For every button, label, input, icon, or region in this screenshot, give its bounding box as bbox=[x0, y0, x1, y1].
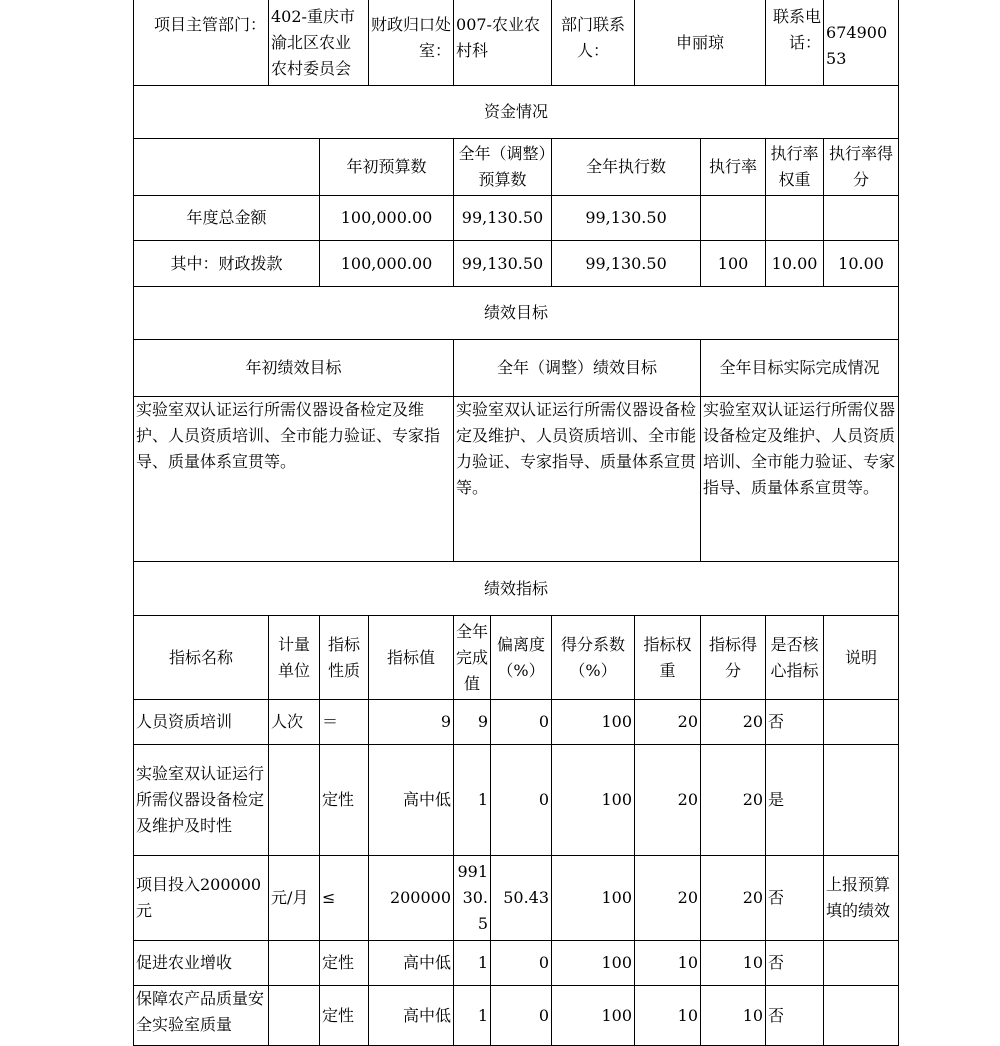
ind-core: 否 bbox=[766, 700, 824, 745]
indicators-section-row bbox=[134, 562, 899, 616]
goals-row bbox=[134, 397, 899, 562]
funds-cell: 其中：财政拨款 bbox=[134, 241, 320, 287]
funds-row-total bbox=[134, 196, 899, 241]
ind-deviation: 0 bbox=[491, 700, 552, 745]
indicators-section-title: 绩效指标 bbox=[134, 562, 899, 616]
dept-label: 项目主管部门： bbox=[134, 0, 269, 86]
ind-nature: 定性 bbox=[320, 745, 369, 856]
contact-label: 部门联系人： bbox=[552, 0, 635, 86]
funds-header-executed: 全年执行数 bbox=[552, 139, 701, 196]
funds-cell bbox=[824, 196, 899, 241]
ind-header-name: 指标名称 bbox=[134, 616, 269, 700]
ind-unit bbox=[269, 745, 320, 856]
ind-nature: ≤ bbox=[320, 856, 369, 941]
funds-row-fiscal bbox=[134, 241, 899, 287]
funds-header-initial-budget: 年初预算数 bbox=[320, 139, 454, 196]
ind-deviation: 0 bbox=[491, 941, 552, 986]
ind-coefficient: 100 bbox=[552, 856, 635, 941]
funds-cell: 99,130.50 bbox=[552, 241, 701, 287]
ind-core: 否 bbox=[766, 986, 824, 1046]
funds-section-row bbox=[134, 86, 899, 139]
ind-score: 10 bbox=[701, 986, 766, 1046]
goals-header-initial: 年初绩效目标 bbox=[134, 340, 454, 397]
ind-unit bbox=[269, 986, 320, 1046]
table-row bbox=[134, 856, 899, 941]
funds-header-rate-score: 执行率得分 bbox=[824, 139, 899, 196]
dept-value: 402-重庆市渝北区农业农村委员会 bbox=[269, 0, 369, 86]
ind-header-weight: 指标权重 bbox=[635, 616, 701, 700]
ind-header-score: 指标得分 bbox=[701, 616, 766, 700]
ind-completed: 1 bbox=[454, 986, 491, 1046]
ind-header-nature: 指标性质 bbox=[320, 616, 369, 700]
contact-value: 申丽琼 bbox=[635, 0, 766, 86]
ind-header-value: 指标值 bbox=[369, 616, 454, 700]
ind-name: 实验室双认证运行所需仪器设备检定及维护及时性 bbox=[134, 745, 269, 856]
ind-value: 9 bbox=[369, 700, 454, 745]
ind-value: 高中低 bbox=[369, 941, 454, 986]
ind-score: 20 bbox=[701, 745, 766, 856]
ind-weight: 20 bbox=[635, 700, 701, 745]
ind-value: 200000 bbox=[369, 856, 454, 941]
ind-weight: 20 bbox=[635, 745, 701, 856]
ind-nature: ＝ bbox=[320, 700, 369, 745]
ind-coefficient: 100 bbox=[552, 700, 635, 745]
ind-name: 项目投入200000元 bbox=[134, 856, 269, 941]
ind-deviation: 0 bbox=[491, 986, 552, 1046]
funds-header-adjusted-budget: 全年（调整）预算数 bbox=[454, 139, 552, 196]
ind-coefficient: 100 bbox=[552, 941, 635, 986]
ind-completed: 99130.5 bbox=[454, 856, 491, 941]
finance-value: 007-农业农村科 bbox=[454, 0, 552, 86]
indicators-header-row bbox=[134, 616, 899, 700]
ind-value: 高中低 bbox=[369, 986, 454, 1046]
ind-unit: 人次 bbox=[269, 700, 320, 745]
funds-cell bbox=[701, 196, 766, 241]
ind-name: 人员资质培训 bbox=[134, 700, 269, 745]
ind-note: 上报预算填的绩效 bbox=[824, 856, 899, 941]
ind-completed: 1 bbox=[454, 941, 491, 986]
funds-cell: 99,130.50 bbox=[454, 196, 552, 241]
funds-header-rate-weight: 执行率权重 bbox=[766, 139, 824, 196]
goal-actual-text: 实验室双认证运行所需仪器设备检定及维护、人员资质培训、全市能力验证、专家指导、质量体系宣贯等。 bbox=[701, 397, 899, 562]
ind-note bbox=[824, 986, 899, 1046]
ind-header-core: 是否核心指标 bbox=[766, 616, 824, 700]
ind-nature: 定性 bbox=[320, 986, 369, 1046]
funds-section-title: 资金情况 bbox=[134, 86, 899, 139]
table-row bbox=[134, 986, 899, 1046]
ind-score: 20 bbox=[701, 856, 766, 941]
table-row bbox=[134, 700, 899, 745]
header-row bbox=[134, 0, 899, 86]
ind-completed: 9 bbox=[454, 700, 491, 745]
ind-nature: 定性 bbox=[320, 941, 369, 986]
funds-cell: 99,130.50 bbox=[454, 241, 552, 287]
table-row bbox=[134, 745, 899, 856]
ind-score: 10 bbox=[701, 941, 766, 986]
ind-note bbox=[824, 700, 899, 745]
ind-name: 促进农业增收 bbox=[134, 941, 269, 986]
goals-header-row bbox=[134, 340, 899, 397]
funds-header-0 bbox=[134, 139, 320, 196]
funds-cell: 年度总金额 bbox=[134, 196, 320, 241]
funds-cell: 99,130.50 bbox=[552, 196, 701, 241]
funds-cell: 100 bbox=[701, 241, 766, 287]
ind-deviation: 50.43 bbox=[491, 856, 552, 941]
ind-core: 否 bbox=[766, 856, 824, 941]
ind-value: 高中低 bbox=[369, 745, 454, 856]
phone-value: 67490053 bbox=[824, 0, 899, 86]
goals-header-actual: 全年目标实际完成情况 bbox=[701, 340, 899, 397]
funds-cell: 10.00 bbox=[766, 241, 824, 287]
ind-unit: 元/月 bbox=[269, 856, 320, 941]
goals-section-title: 绩效目标 bbox=[134, 287, 899, 340]
ind-score: 20 bbox=[701, 700, 766, 745]
ind-unit bbox=[269, 941, 320, 986]
funds-header-exec-rate: 执行率 bbox=[701, 139, 766, 196]
performance-table bbox=[133, 0, 899, 1046]
ind-coefficient: 100 bbox=[552, 745, 635, 856]
goal-initial-text: 实验室双认证运行所需仪器设备检定及维护、人员资质培训、全市能力验证、专家指导、质量体系宣贯等。 bbox=[134, 397, 454, 562]
goal-adjusted-text: 实验室双认证运行所需仪器设备检定及维护、人员资质培训、全市能力验证、专家指导、质量体系宣贯等。 bbox=[454, 397, 701, 562]
ind-completed: 1 bbox=[454, 745, 491, 856]
funds-cell: 10.00 bbox=[824, 241, 899, 287]
ind-header-completed: 全年完成值 bbox=[454, 616, 491, 700]
funds-cell bbox=[766, 196, 824, 241]
funds-cell: 100,000.00 bbox=[320, 196, 454, 241]
ind-deviation: 0 bbox=[491, 745, 552, 856]
ind-name: 保障农产品质量安全实验室质量 bbox=[134, 986, 269, 1046]
ind-core: 是 bbox=[766, 745, 824, 856]
ind-header-note: 说明 bbox=[824, 616, 899, 700]
finance-label: 财政归口处室： bbox=[369, 0, 454, 86]
ind-weight: 10 bbox=[635, 986, 701, 1046]
ind-core: 否 bbox=[766, 941, 824, 986]
goals-header-adjusted: 全年（调整）绩效目标 bbox=[454, 340, 701, 397]
ind-note bbox=[824, 745, 899, 856]
ind-header-unit: 计量单位 bbox=[269, 616, 320, 700]
ind-header-coefficient: 得分系数（%） bbox=[552, 616, 635, 700]
goals-section-row bbox=[134, 287, 899, 340]
ind-weight: 10 bbox=[635, 941, 701, 986]
ind-weight: 20 bbox=[635, 856, 701, 941]
funds-cell: 100,000.00 bbox=[320, 241, 454, 287]
funds-header-row bbox=[134, 139, 899, 196]
phone-label: 联系电话： bbox=[766, 0, 824, 86]
ind-note bbox=[824, 941, 899, 986]
ind-coefficient: 100 bbox=[552, 986, 635, 1046]
ind-header-deviation: 偏离度（%） bbox=[491, 616, 552, 700]
table-row bbox=[134, 941, 899, 986]
